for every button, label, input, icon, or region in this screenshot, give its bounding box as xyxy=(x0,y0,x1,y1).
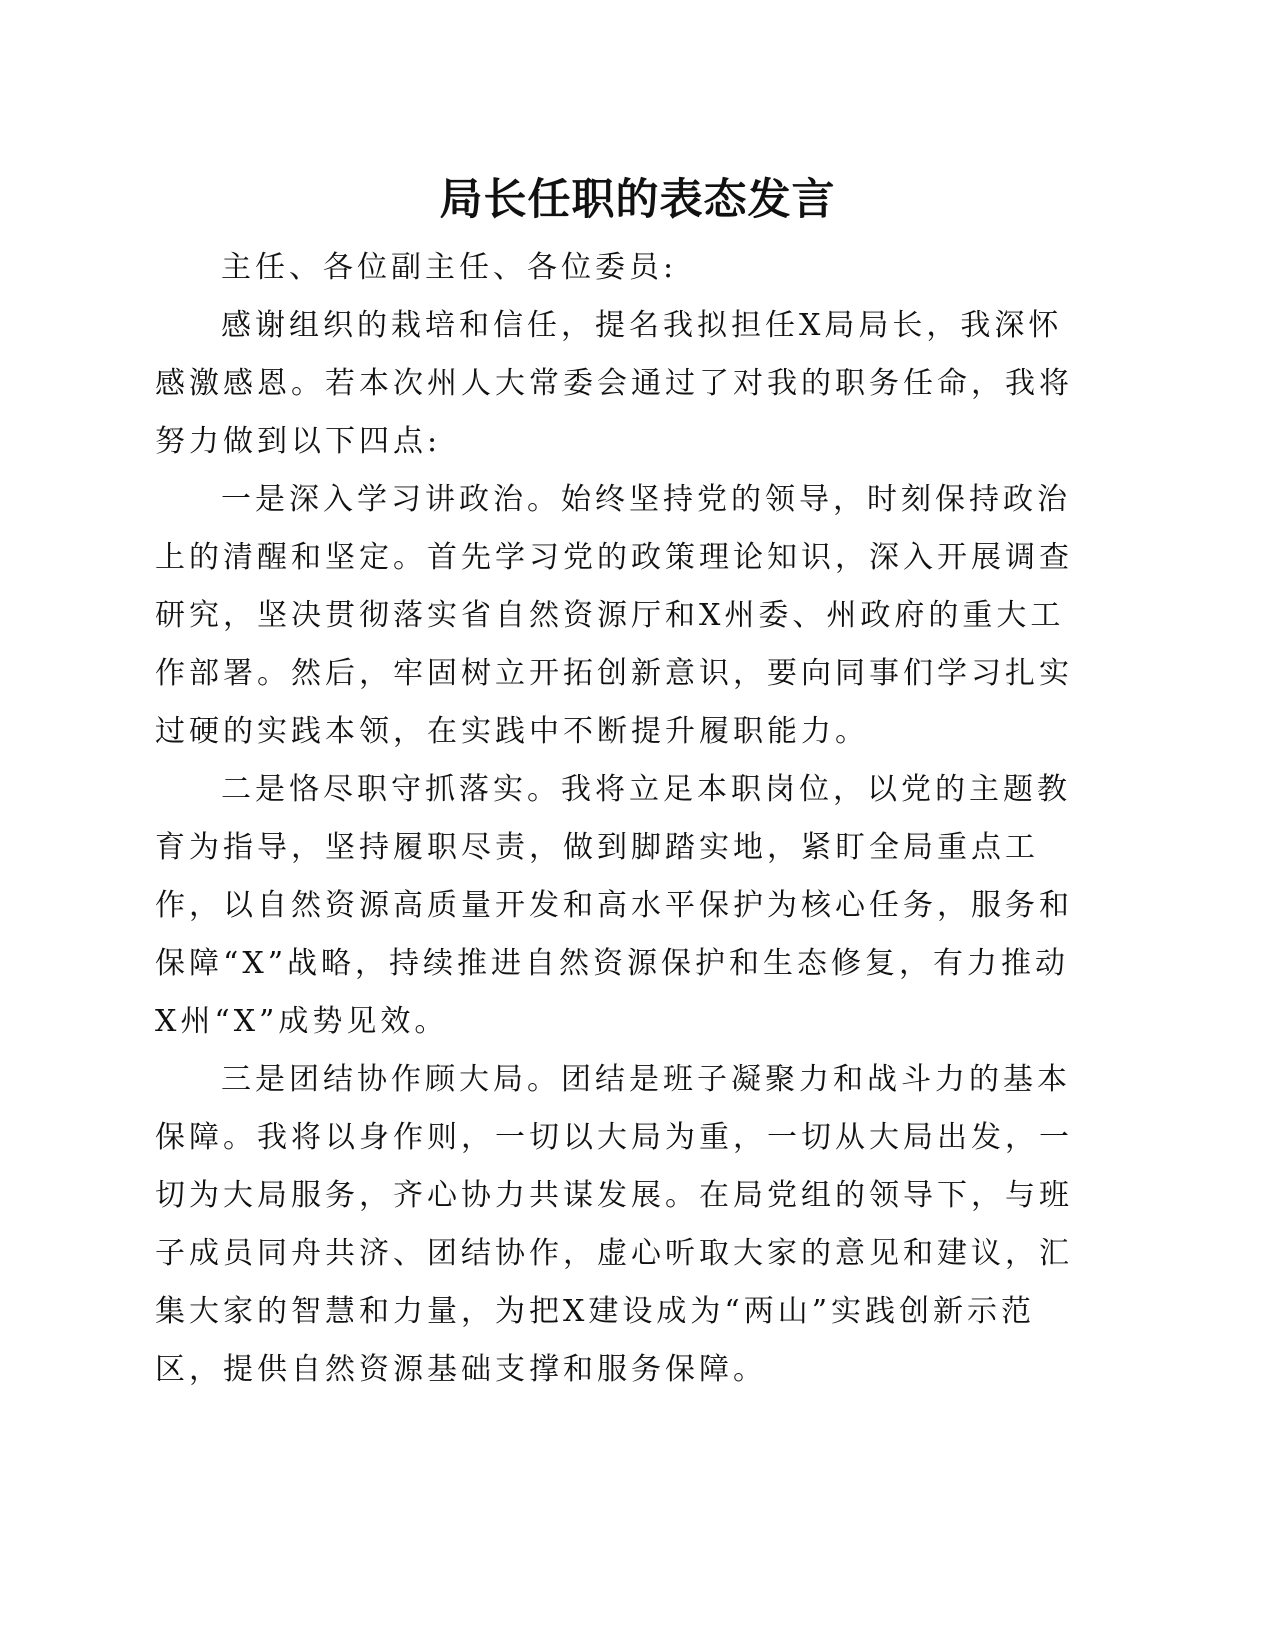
point-one-paragraph: 一是深入学习讲政治。始终坚持党的领导，时刻保持政治上的清醒和坚定。首先学习党的政策理论知识，深入开展调查研究，坚决贯彻落实省自然资源厅和X州委、州政府的重大工作部署。然后，牢固树立开拓创新意识，要向同事们学习扎实过硬的实践本领，在实践中不断提升履职能力。 xyxy=(155,482,1073,749)
intro-paragraph: 感谢组织的栽培和信任，提名我拟担任X局局长，我深怀感激感恩。若本次州人大常委会通过了对我的职务任命，我将努力做到以下四点: xyxy=(155,308,1073,459)
point-two-paragraph: 二是恪尽职守抓落实。我将立足本职岗位，以党的主题教育为指导，坚持履职尽责，做到脚踏实地，紧盯全局重点工作，以自然资源高质量开发和高水平保护为核心任务，服务和保障“X”战略，持续推进自然资源保护和生态修复，有力推动X州“X”成势见效。 xyxy=(155,772,1073,1039)
document-title: 局长任职的表态发言 xyxy=(439,175,836,225)
document-body xyxy=(155,239,1090,1399)
salutation-paragraph: 主任、各位副主任、各位委员: xyxy=(221,250,678,285)
point-three-paragraph: 三是团结协作顾大局。团结是班子凝聚力和战斗力的基本保障。我将以身作则，一切以大局为重，一切从大局出发，一切为大局服务，齐心协力共谋发展。在局党组的领导下，与班子成员同舟共济、团结协作，虚心听取大家的意见和建议，汇集大家的智慧和力量，为把X建设成为“两山”实践创新示范区，提供自然资源基础支撑和服务保障。 xyxy=(155,1062,1073,1387)
